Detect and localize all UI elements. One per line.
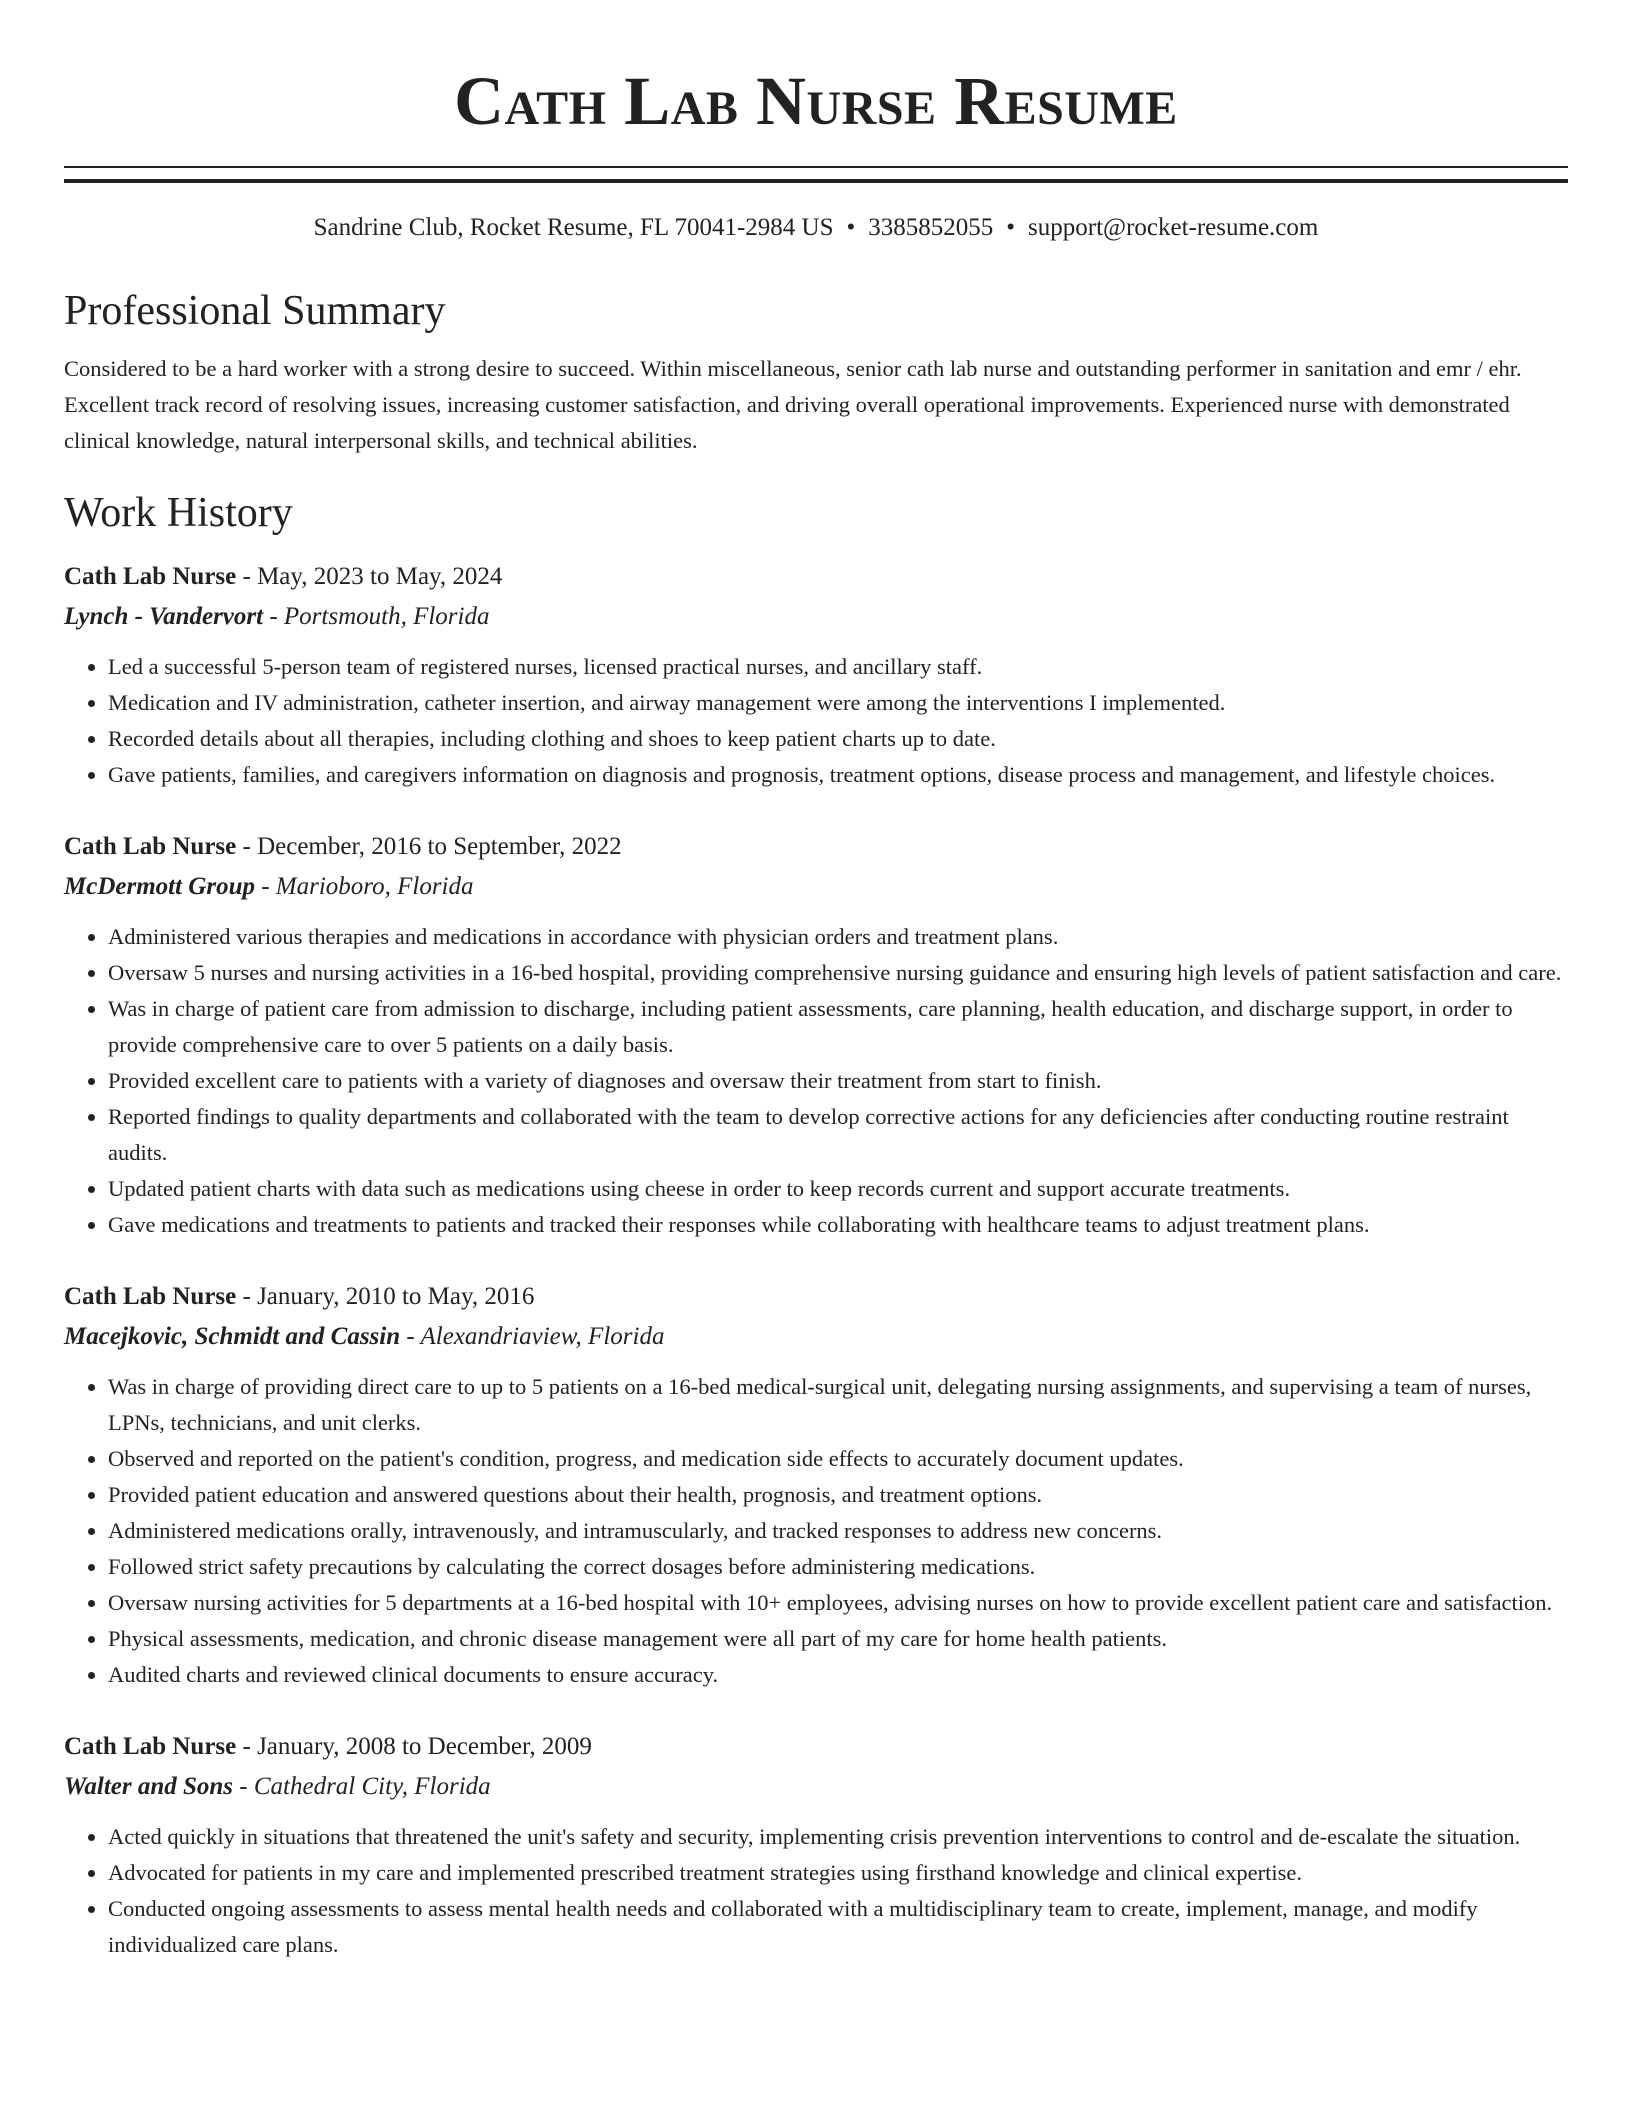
job-title-line	[64, 1727, 1568, 1767]
job-dates: - May, 2023 to May, 2024	[236, 563, 503, 590]
job-bullet: • Gave patients, families, and caregivers information on diagnosis and prognosis, treatment options, disease process and management, and lifestyle choices.	[108, 757, 1568, 793]
job-dates: - January, 2008 to December, 2009	[236, 1733, 592, 1760]
company-location: - Cathedral City, Florida	[233, 1773, 491, 1800]
company-name: McDermott Group	[64, 873, 255, 900]
job-bullet: • Administered various therapies and medications in accordance with physician orders and treatment plans.	[108, 919, 1568, 955]
job-bullet: • Recorded details about all therapies, including clothing and shoes to keep patient charts up to date.	[108, 721, 1568, 757]
job-bullet: • Advocated for patients in my care and implemented prescribed treatment strategies using firsthand knowledge and clinical expertise.	[108, 1855, 1568, 1891]
company-line	[64, 1767, 1568, 1807]
job-bullet: • Gave medications and treatments to patients and tracked their responses while collaborating with healthcare teams to adjust treatment plans.	[108, 1207, 1568, 1243]
job-bullet: • Administered medications orally, intravenously, and intramuscularly, and tracked responses to address new concerns.	[108, 1513, 1568, 1549]
job-dates: - December, 2016 to September, 2022	[236, 833, 622, 860]
job-title: Cath Lab Nurse	[64, 833, 237, 860]
job-bullet: • Oversaw 5 nurses and nursing activities in a 16-bed hospital, providing comprehensive nursing guidance and ensuring high levels of patient satisfaction and care.	[108, 955, 1568, 991]
job-bullet: • Reported findings to quality departments and collaborated with the team to develop corrective actions for any deficiencies after conducting routine restraint audits.	[108, 1099, 1568, 1171]
job-bullet: • Observed and reported on the patient's condition, progress, and medication side effects to accurately document updates.	[108, 1441, 1568, 1477]
contact-separator: •	[1006, 214, 1016, 241]
job-bullet: • Oversaw nursing activities for 5 departments at a 16-bed hospital with 10+ employees, advising nurses on how to provide excellent patient care and satisfaction.	[108, 1585, 1568, 1621]
job-bullet: • Was in charge of providing direct care to up to 5 patients on a 16-bed medical-surgical unit, delegating nursing assignments, and supervising a team of nurses, LPNs, technicians, and unit clerks.	[108, 1369, 1568, 1441]
job-entry	[64, 1727, 1568, 1963]
company-name: Macejkovic, Schmidt and Cassin	[64, 1323, 401, 1350]
job-entry	[64, 827, 1568, 1243]
job-title: Cath Lab Nurse	[64, 563, 237, 590]
job-bullet: • Followed strict safety precautions by calculating the correct dosages before administering medications.	[108, 1549, 1568, 1585]
job-bullets	[64, 1819, 1568, 1963]
title-double-rule	[64, 166, 1568, 183]
job-bullets	[64, 919, 1568, 1243]
job-bullet: • Provided excellent care to patients with a variety of diagnoses and oversaw their treatment from start to finish.	[108, 1063, 1568, 1099]
job-bullet: • Conducted ongoing assessments to assess mental health needs and collaborated with a multidisciplinary team to create, implement, manage, and modify individualized care plans.	[108, 1891, 1568, 1963]
job-title: Cath Lab Nurse	[64, 1733, 237, 1760]
company-name: Lynch - Vandervort	[64, 603, 264, 630]
job-bullet: • Led a successful 5-person team of registered nurses, licensed practical nurses, and ancillary staff.	[108, 649, 1568, 685]
job-title-line	[64, 557, 1568, 597]
summary-heading: Professional Summary	[64, 288, 446, 334]
company-location: - Marioboro, Florida	[254, 873, 474, 900]
contact-phone: 3385852055	[868, 214, 994, 241]
contact-address: Sandrine Club, Rocket Resume, FL 70041-2984 US	[313, 214, 834, 241]
resume-title: Cath Lab Nurse Resume	[454, 63, 1178, 139]
job-title-line	[64, 1277, 1568, 1317]
job-entry	[64, 557, 1568, 793]
contact-email: support@rocket-resume.com	[1028, 214, 1319, 241]
company-line	[64, 867, 1568, 907]
job-bullet: • Was in charge of patient care from admission to discharge, including patient assessments, care planning, health education, and discharge support, in order to provide comprehensive care to over 5 patients on a daily basis.	[108, 991, 1568, 1063]
company-location: - Portsmouth, Florida	[263, 603, 490, 630]
job-bullet: • Medication and IV administration, catheter insertion, and airway management were among the interventions I implemented.	[108, 685, 1568, 721]
contact-line	[64, 211, 1568, 245]
job-bullet: • Updated patient charts with data such as medications using cheese in order to keep records current and support accurate treatments.	[108, 1171, 1568, 1207]
company-line	[64, 597, 1568, 637]
company-location: - Alexandriaview, Florida	[400, 1323, 665, 1350]
job-bullet: • Provided patient education and answered questions about their health, prognosis, and treatment options.	[108, 1477, 1568, 1513]
work-history-heading: Work History	[64, 490, 293, 536]
resume-page	[64, 0, 1568, 1963]
summary-text: Considered to be a hard worker with a strong desire to succeed. Within miscellaneous, senior cath lab nurse and outstanding performer in sanitation and emr / ehr. Excellent track record of resolving issues, increasing customer satisfaction, and driving overall operational improvements. Experienced nurse with demonstrated clinical knowledge, natural interpersonal skills, and technical abilities.	[64, 356, 1522, 453]
job-title: Cath Lab Nurse	[64, 1283, 237, 1310]
job-bullet: • Audited charts and reviewed clinical documents to ensure accuracy.	[108, 1657, 1568, 1693]
job-dates: - January, 2010 to May, 2016	[236, 1283, 535, 1310]
contact-separator: •	[846, 214, 856, 241]
job-bullet: • Acted quickly in situations that threatened the unit's safety and security, implementing crisis prevention interventions to control and de-escalate the situation.	[108, 1819, 1568, 1855]
job-bullet: • Physical assessments, medication, and chronic disease management were all part of my care for home health patients.	[108, 1621, 1568, 1657]
job-bullets	[64, 1369, 1568, 1693]
job-title-line	[64, 827, 1568, 867]
company-line	[64, 1317, 1568, 1357]
company-name: Walter and Sons	[64, 1773, 234, 1800]
job-entry	[64, 1277, 1568, 1693]
job-bullets	[64, 649, 1568, 793]
